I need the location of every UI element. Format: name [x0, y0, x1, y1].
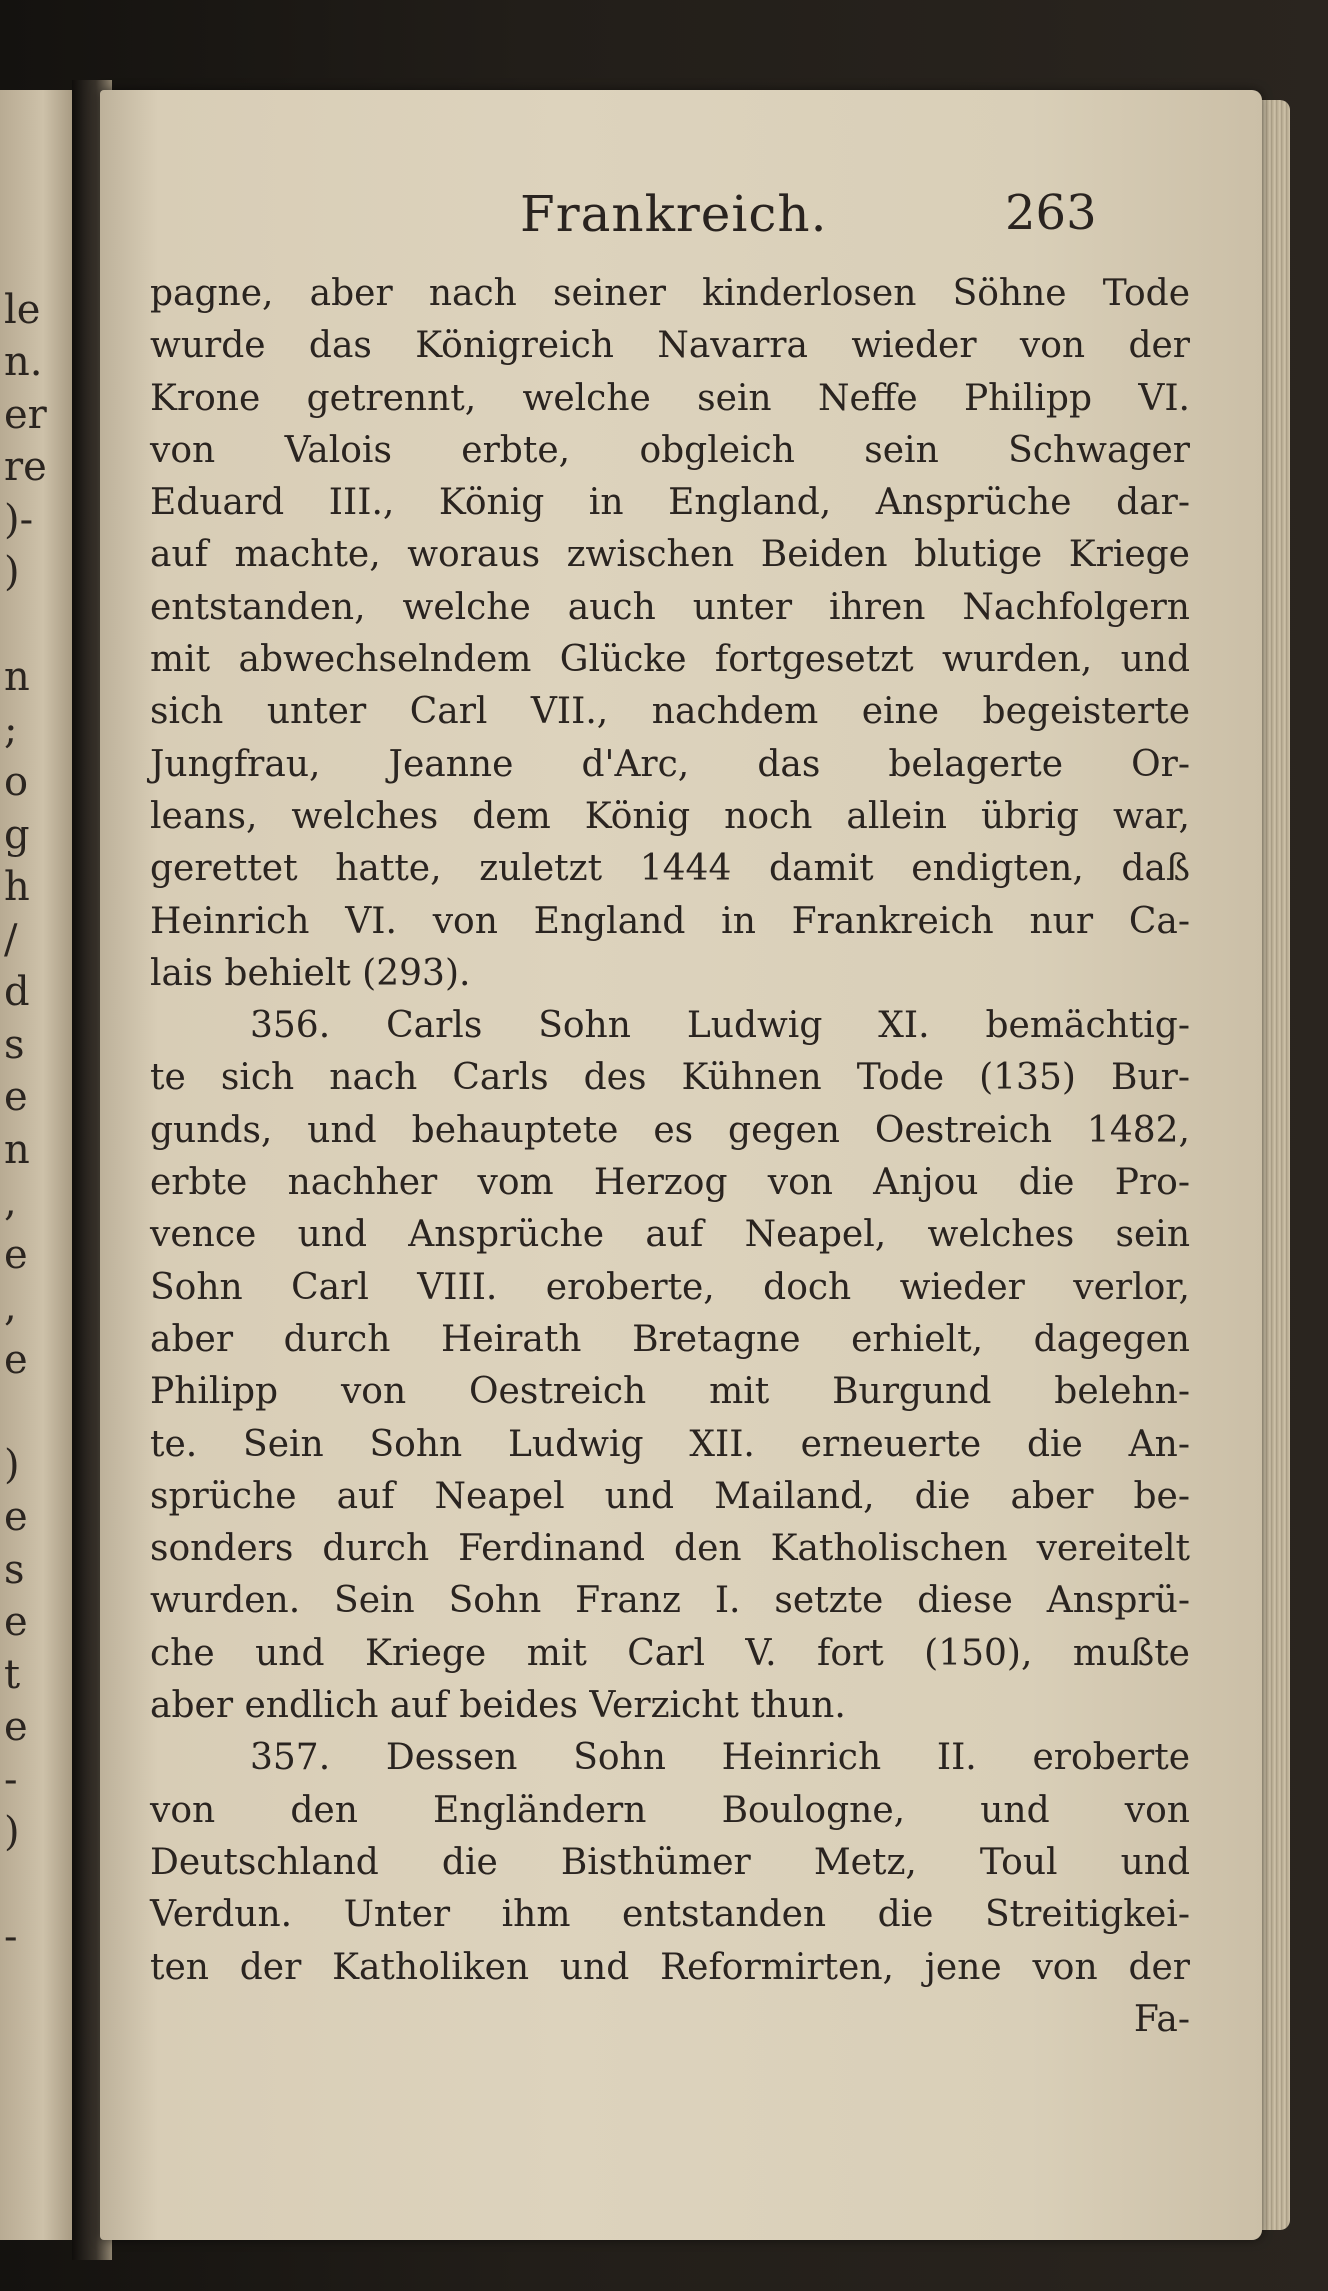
running-title: Frankreich.: [520, 185, 828, 243]
left-fragment: re: [4, 444, 47, 490]
text-line: gunds, und behauptete es gegen Oestreich 1482,: [150, 1109, 1190, 1151]
left-fragment: le: [4, 287, 41, 333]
text-line: Deutschland die Bisthümer Metz, Toul und: [150, 1841, 1190, 1883]
text-line: von Valois erbte, obgleich sein Schwager: [150, 429, 1190, 471]
left-fragment: ,: [4, 1179, 17, 1225]
text-line: aber durch Heirath Bretagne erhielt, dagegen: [150, 1318, 1190, 1360]
text-line: te. Sein Sohn Ludwig XII. erneuerte die An-: [150, 1423, 1190, 1465]
left-fragment: e: [4, 1337, 28, 1383]
running-head: [100, 185, 1262, 255]
left-fragment: o: [4, 759, 29, 805]
page-stack-edge: [1262, 100, 1290, 2230]
text-line: Philipp von Oestreich mit Burgund belehn-: [150, 1371, 1190, 1413]
paragraph-356-start: 356. Carls Sohn Ludwig XI. bemächtig-: [250, 1005, 1190, 1047]
left-fragment: ;: [4, 707, 18, 753]
left-fragment: ): [4, 549, 20, 595]
text-line: entstanden, welche auch unter ihren Nachfolgern: [150, 586, 1190, 628]
text-line: von den Engländern Boulogne, und von: [150, 1789, 1190, 1831]
left-fragment: s: [4, 1547, 25, 1593]
body-text: [150, 268, 1190, 2046]
text-line: Jungfrau, Jeanne d'Arc, das belagerte Or-: [150, 743, 1190, 785]
left-fragment: n: [4, 1127, 30, 1173]
left-fragment: ): [4, 1442, 20, 1488]
left-fragment: -: [4, 1757, 18, 1803]
left-fragment: e: [4, 1494, 28, 1540]
left-fragment: e: [4, 1599, 28, 1645]
text-line: Verdun. Unter ihm entstanden die Streitigkei-: [150, 1894, 1190, 1936]
left-fragment: e: [4, 1074, 28, 1120]
left-fragment: d: [4, 969, 30, 1015]
left-fragment: n.: [4, 339, 43, 385]
left-fragment: s: [4, 1022, 25, 1068]
text-line: aber endlich auf beides Verzicht thun.: [150, 1685, 846, 1727]
left-fragment: ,: [4, 1284, 17, 1330]
left-fragment: ): [4, 1809, 20, 1855]
left-fragment: er: [4, 392, 47, 438]
left-fragment: n: [4, 654, 30, 700]
text-line: Sohn Carl VIII. eroberte, doch wieder verlor,: [150, 1266, 1190, 1308]
left-fragment: -: [4, 1914, 18, 1960]
left-fragment: h: [4, 864, 30, 910]
text-line: auf machte, woraus zwischen Beiden blutige Kriege: [150, 534, 1190, 576]
text-line: sich unter Carl VII., nachdem eine begeisterte: [150, 691, 1190, 733]
text-line: wurde das Königreich Navarra wieder von der: [150, 325, 1190, 367]
book-page: [100, 90, 1262, 2240]
text-line: wurden. Sein Sohn Franz I. setzte diese Ansprü-: [150, 1580, 1190, 1622]
left-page-edge: [0, 90, 72, 2240]
left-fragment: /: [4, 917, 18, 963]
left-fragment: e: [4, 1704, 28, 1750]
text-line: mit abwechselndem Glücke fortgesetzt wurden, und: [150, 639, 1190, 681]
paragraph-357-start: 357. Dessen Sohn Heinrich II. eroberte: [250, 1737, 1190, 1779]
left-fragment: t: [4, 1652, 21, 1698]
left-fragment: g: [4, 812, 30, 858]
text-line: erbte nachher vom Herzog von Anjou die Pro-: [150, 1162, 1190, 1204]
left-fragment: )-: [4, 497, 34, 543]
text-line: ten der Katholiken und Reformirten, jene von der: [150, 1946, 1190, 1988]
text-line: lais behielt (293).: [150, 952, 471, 994]
text-line: Eduard III., König in England, Ansprüche dar-: [150, 482, 1190, 524]
text-line: leans, welches dem König noch allein übrig war,: [150, 795, 1190, 837]
text-line: te sich nach Carls des Kühnen Tode (135) Bur-: [150, 1057, 1190, 1099]
text-line: vence und Ansprüche auf Neapel, welches sein: [150, 1214, 1190, 1256]
text-line: gerettet hatte, zuletzt 1444 damit endigten, daß: [150, 848, 1190, 890]
text-line: Heinrich VI. von England in Frankreich nur Ca-: [150, 900, 1190, 942]
left-fragment: e: [4, 1232, 28, 1278]
text-line: sprüche auf Neapel und Mailand, die aber be-: [150, 1475, 1190, 1517]
text-line: che und Kriege mit Carl V. fort (150), mußte: [150, 1632, 1190, 1674]
page-number: 263: [1005, 185, 1097, 241]
text-line: Krone getrennt, welche sein Neffe Philipp VI.: [150, 377, 1190, 419]
text-line: sonders durch Ferdinand den Katholischen vereitelt: [150, 1528, 1190, 1570]
text-line: pagne, aber nach seiner kinderlosen Söhne Tode: [150, 273, 1190, 314]
catchword: Fa-: [1133, 1998, 1190, 2040]
